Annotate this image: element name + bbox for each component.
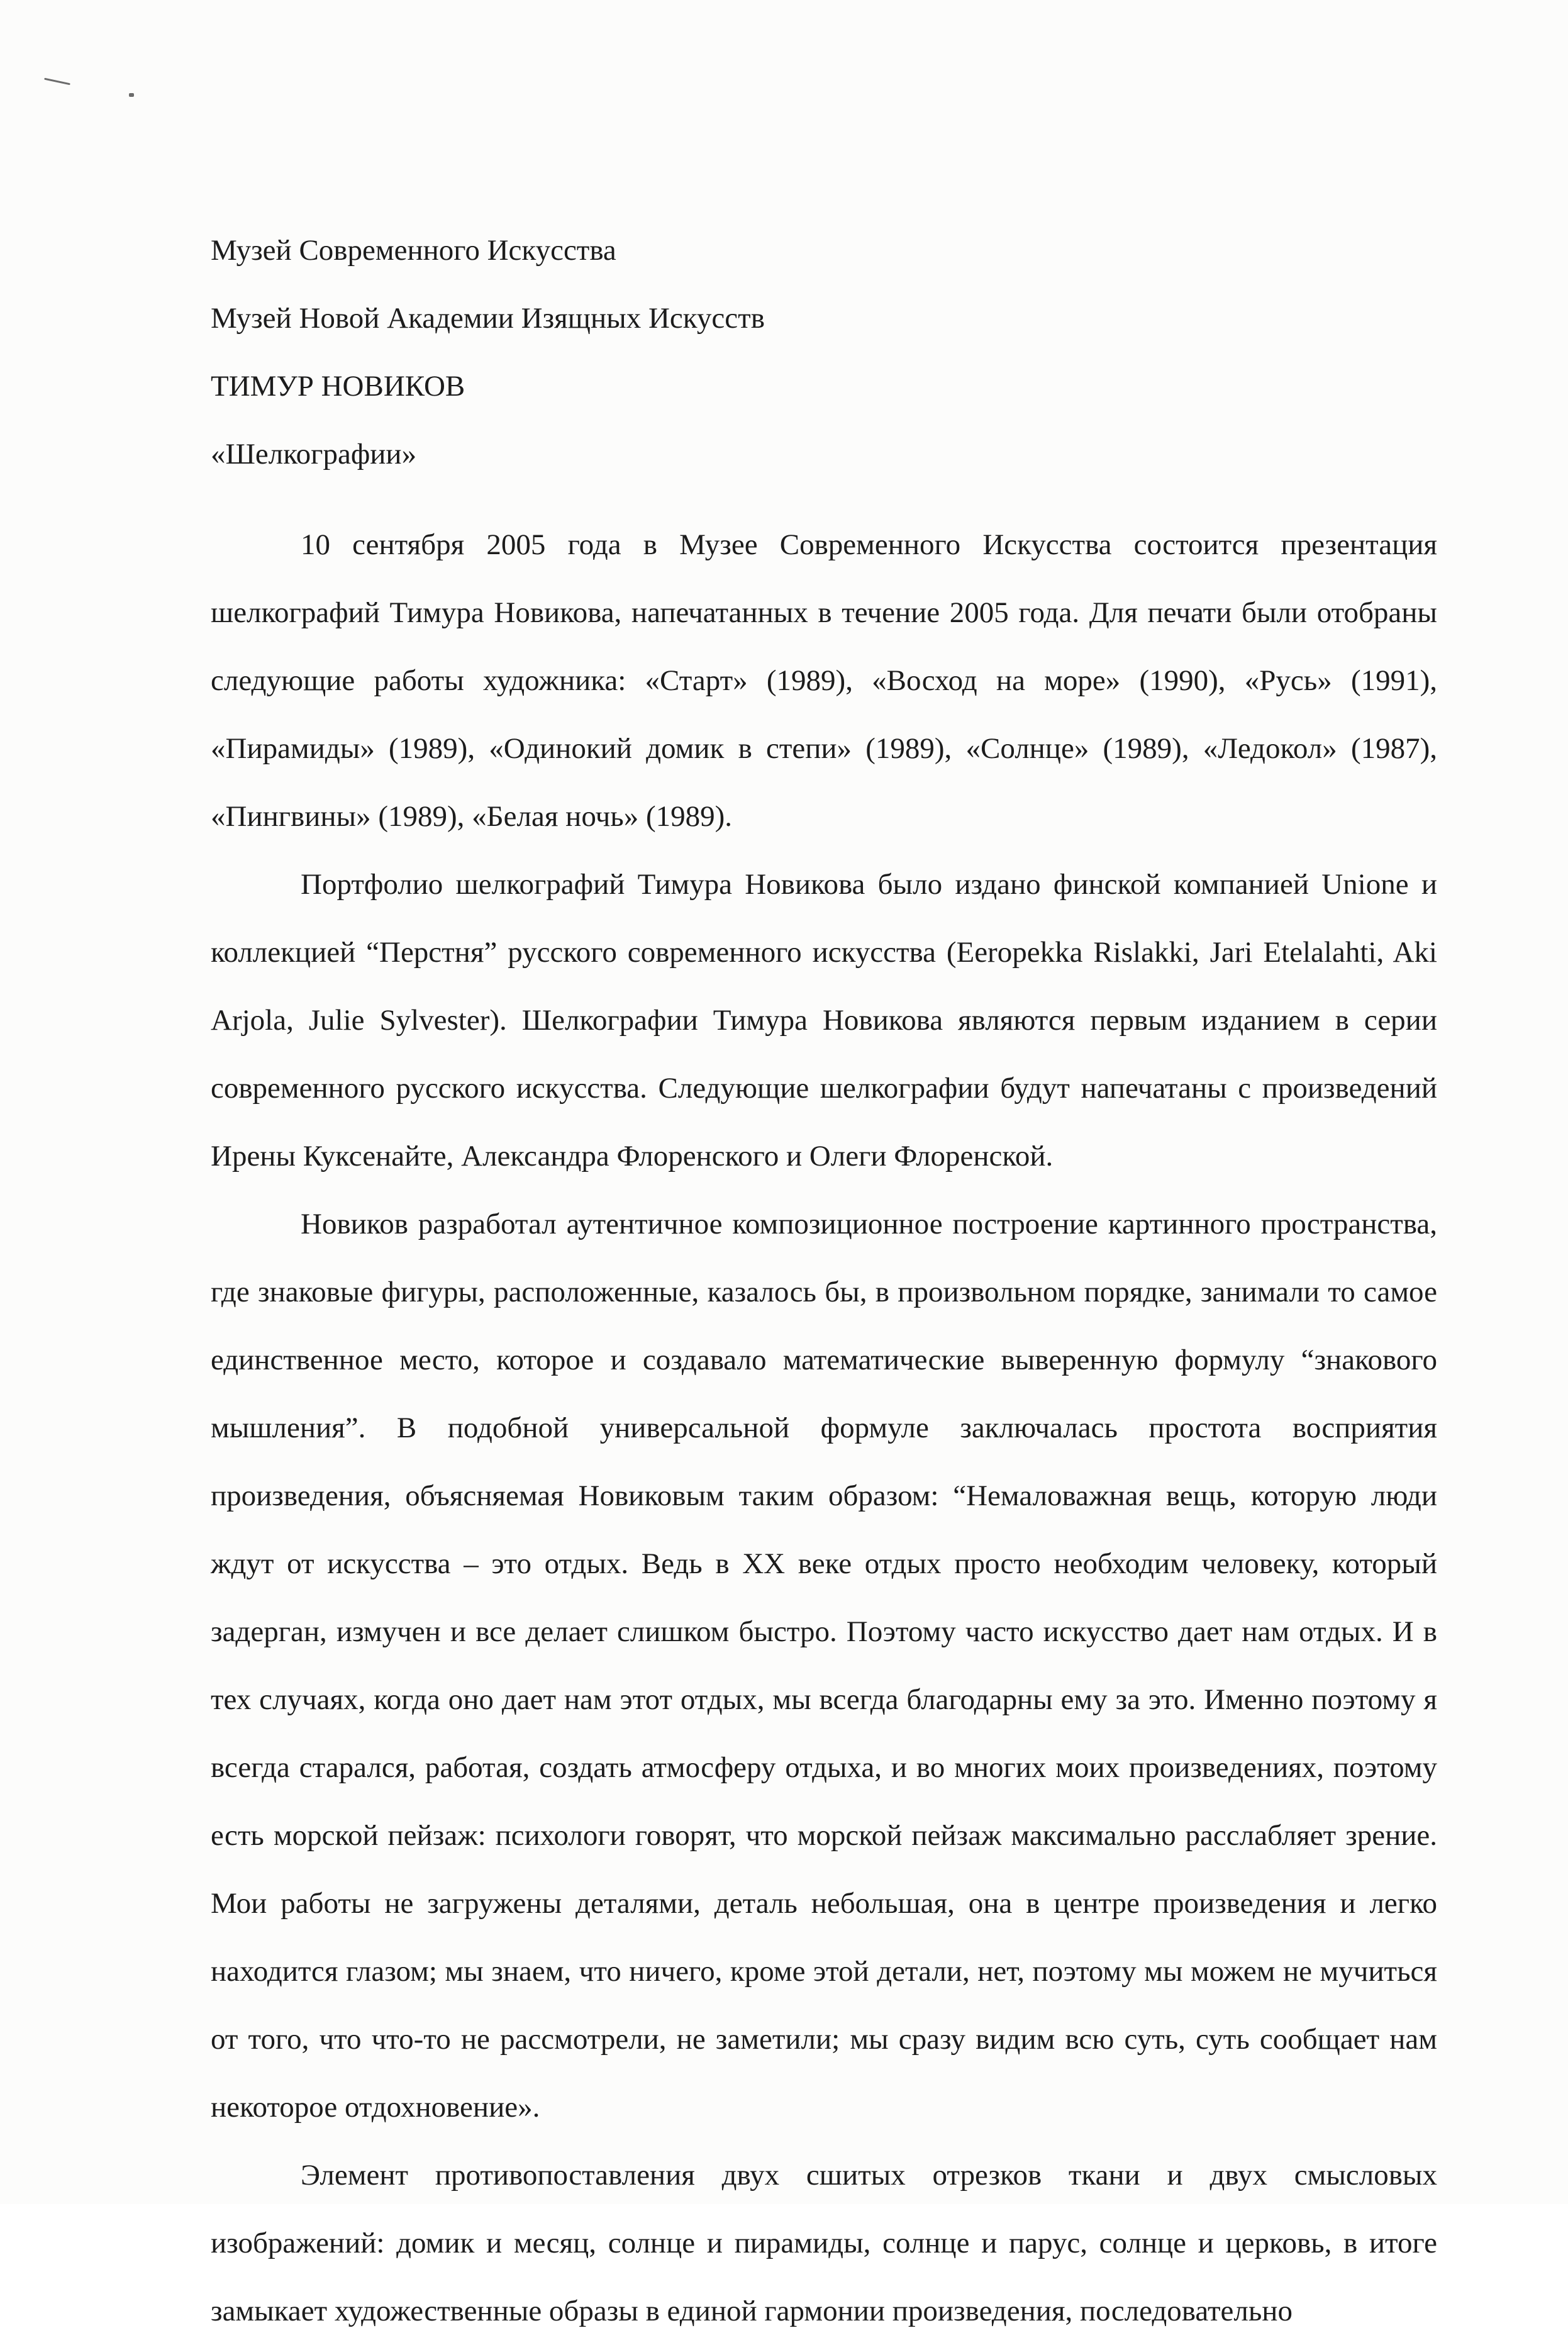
museum-name-line-2: Музей Новой Академии Изящных Искусств <box>211 302 765 335</box>
paragraph-composition: Новиков разработал аутентичное композиционное построение картинного пространства, где знаковые фигуры, расположенные, казалось бы, в произвольном порядке, занимали то самое единственное место, которое и создавало математические выверенную формулу “знакового мышления”. В подобной универсальной формуле заключалась простота восприятия произведения, объясняемая Новиковым таким образом: “Немаловажная вещь, которую люди ждут от искусства – это отдых. Ведь в XX веке отдых просто необходим человеку, который задерган, измучен и все делает слишком быстро. Поэтому часто искусство дает нам отдых. И в тех случаях, когда оно дает нам этот отдых, мы всегда благодарны ему за это. Именно поэтому я всегда старался, работая, создать атмосферу отдыха, и во многих моих произведениях, поэтому есть морской пейзаж: психологи говорят, что морской пейзаж максимально расслабляет зрение. Мои работы не загружены деталями, деталь небольшая, она в центре произведения и легко находится глазом; мы знаем, что ничего, кроме этой детали, нет, поэтому мы можем не мучиться от того, что что-то не рассмотрели, не заметили; мы сразу видим всю суть, суть сообщает нам некоторое отдохновение». <box>211 1208 1437 2124</box>
paragraph-portfolio: Портфолио шелкографий Тимура Новикова было издано финской компанией Unione и коллекцией “Перстня” русского современного искусства (Eeropekka Rislakki, Jari Etelalahti, Aki Arjola, Julie Sylvester). Шелкографии Тимура Новикова являются первым изданием в серии современного русского искусства. Следующие шелкографии будут напечатаны с произведений Ирены Куксенайте, Александра Флоренского и Олеги Флоренской. <box>211 868 1437 1172</box>
exhibition-subtitle: «Шелкографии» <box>211 438 417 471</box>
scan-artifact-mark <box>44 78 70 86</box>
document-body <box>211 231 1437 2345</box>
artist-name-title: ТИМУР НОВИКОВ <box>211 370 465 403</box>
paragraph-contrast: Элемент противопоставления двух сшитых отрезков ткани и двух смысловых изображений: домик и месяц, солнце и пирамиды, солнце и парус, солнце и церковь, в итоге замыкает художественные образы в единой гармонии произведения, последовательно <box>211 2159 1437 2327</box>
paragraph-presentation: 10 сентября 2005 года в Музее Современного Искусства состоится презентация шелкографий Тимура Новикова, напечатанных в течение 2005 года. Для печати были отобраны следующие работы художника: «Старт» (1989), «Восход на море» (1990), «Русь» (1991), «Пирамиды» (1989), «Одинокий домик в степи» (1989), «Солнце» (1989), «Ледокол» (1987), «Пингвины» (1989), «Белая ночь» (1989). <box>211 528 1437 833</box>
scan-artifact-dot <box>129 93 134 97</box>
museum-name-line-1: Музей Современного Искусства <box>211 234 616 267</box>
